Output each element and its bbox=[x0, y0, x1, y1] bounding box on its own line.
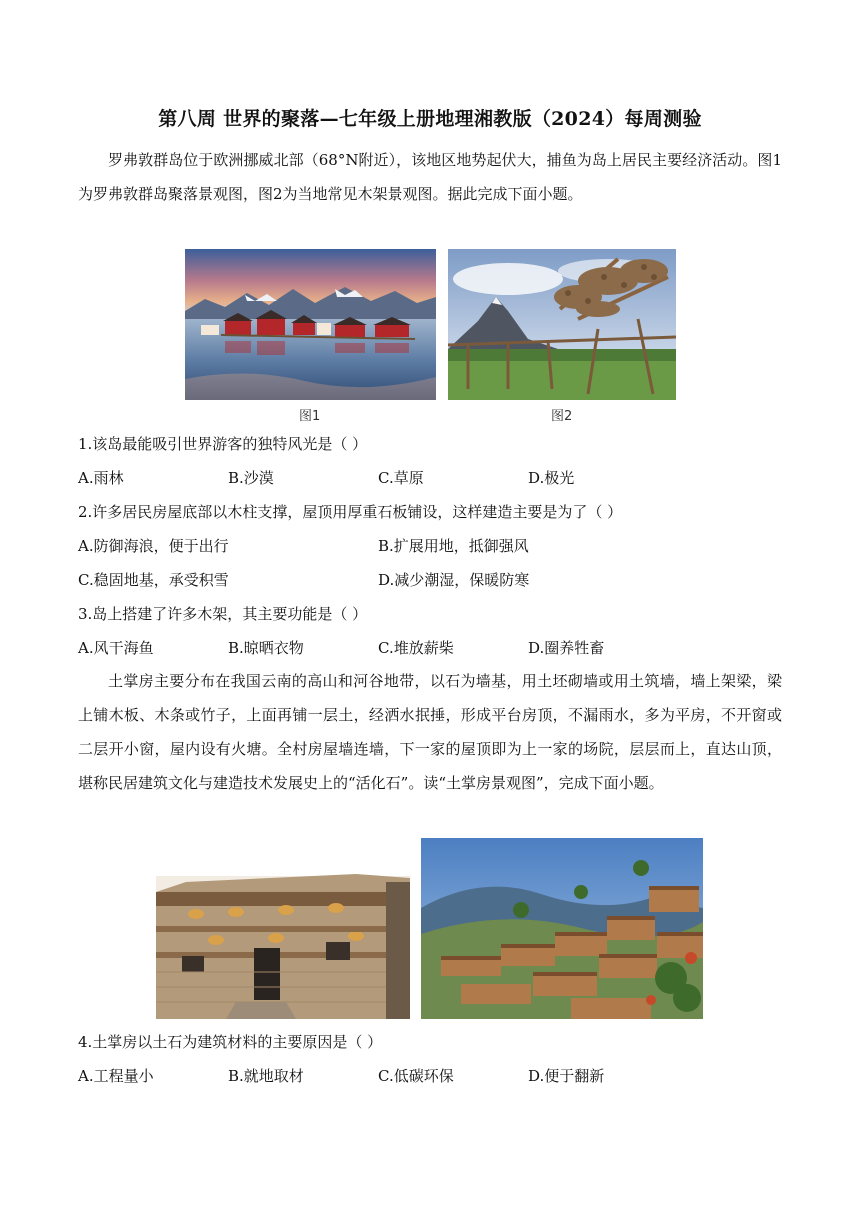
question-4-stem: 4.土掌房以土石为建筑材料的主要原因是（ ） bbox=[78, 1033, 383, 1051]
figure-1-caption: 图1 bbox=[299, 409, 321, 424]
passage-tuzhang-house: 土掌房主要分布在我国云南的高山和河谷地带，以石为墙基，用土坯砌墙或用土筑墙，墙上架梁，梁上铺木板、木条或竹子，上面再铺一层土，经洒水抿捶，形成平台房顶，不漏雨水，多为平房，不开窗或二层开小窗，屋内设有火塘。全村房屋墙连墙，下一家的屋顶即为上一家的场院，层层而上，直达山顶，堪称民居建筑文化与建造技术发展史上的“活化石”。读“土掌房景观图”，完成下面小题。 bbox=[78, 672, 782, 792]
question-3-stem: 3.岛上搭建了许多木架，其主要功能是（ ） bbox=[78, 605, 368, 623]
figure-tuzhang-village-landscape-photo bbox=[421, 838, 703, 1019]
figure-2-caption: 图2 bbox=[551, 409, 573, 424]
question-2-option-d: D.减少潮湿，保暖防寒 bbox=[378, 571, 530, 589]
question-1-stem: 1.该岛最能吸引世界游客的独特风光是（ ） bbox=[78, 435, 368, 453]
question-2-option-a: A.防御海浪，便于出行 bbox=[78, 537, 229, 555]
question-2-stem: 2.许多居民房屋底部以木柱支撑，屋顶用厚重石板铺设，这样建造主要是为了（ ） bbox=[78, 503, 623, 521]
question-2-option-b: B.扩展用地，抵御强风 bbox=[378, 537, 529, 555]
figure-1-lofoten-village-photo bbox=[185, 249, 436, 400]
question-4-option-c: C.低碳环保 bbox=[378, 1067, 454, 1085]
question-4-option-b: B.就地取材 bbox=[228, 1067, 304, 1085]
question-3-option-c: C.堆放薪柴 bbox=[378, 639, 454, 657]
question-1-option-d: D.极光 bbox=[528, 469, 575, 487]
figure-2-fish-drying-rack-photo bbox=[448, 249, 676, 400]
question-3-option-b: B.晾晒衣物 bbox=[228, 639, 304, 657]
question-4-option-a: A.工程量小 bbox=[78, 1067, 154, 1085]
passage-lofoten: 罗弗敦群岛位于欧洲挪威北部（68°N附近），该地区地势起伏大，捕鱼为岛上居民主要经济活动。图1为罗弗敦群岛聚落景观图，图2为当地常见木架景观图。据此完成下面小题。 bbox=[78, 151, 782, 203]
question-1-option-c: C.草原 bbox=[378, 469, 424, 487]
question-3-option-d: D.圈养牲畜 bbox=[528, 639, 605, 657]
question-1-option-a: A.雨林 bbox=[78, 469, 124, 487]
question-2-option-c: C.稳固地基，承受积雪 bbox=[78, 571, 229, 589]
question-4-option-d: D.便于翻新 bbox=[528, 1067, 605, 1085]
question-3-option-a: A.风干海鱼 bbox=[78, 639, 154, 657]
page-title: 第八周 世界的聚落—七年级上册地理湘教版（2024）每周测验 bbox=[158, 108, 702, 130]
figure-tuzhang-house-closeup-photo bbox=[156, 852, 410, 1019]
question-1-option-b: B.沙漠 bbox=[228, 469, 274, 487]
